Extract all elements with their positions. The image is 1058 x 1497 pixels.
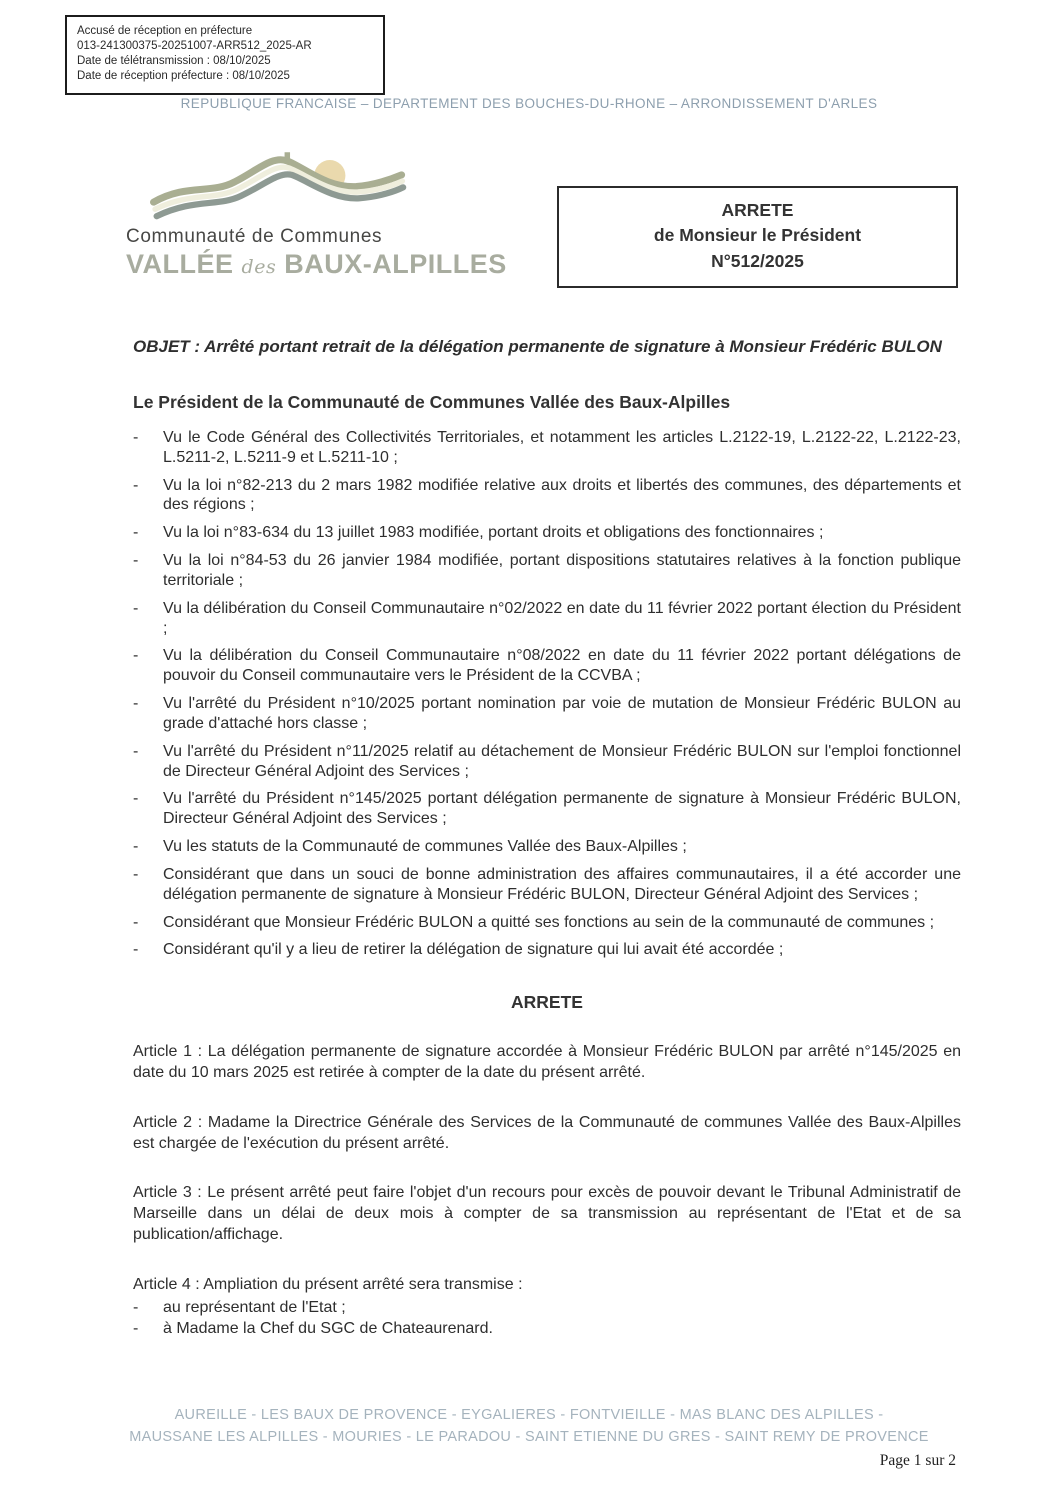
recital-text: Vu le Code Général des Collectivités Territoriales, et notamment les articles L.2122-19, L.2122-22, L.2122-23, L.5211-2, L.5211-9 et L.5211-10 ;	[163, 428, 961, 466]
dash-marker: -	[133, 647, 139, 665]
dash-marker: -	[133, 476, 139, 494]
recital-item	[133, 789, 961, 829]
arrete-box-number: N°512/2025	[711, 250, 804, 271]
logo-org-name: Communauté de Communes	[126, 226, 383, 247]
logo-baux-alpilles: BAUX-ALPILLES	[284, 249, 507, 279]
recital-item	[133, 940, 961, 960]
recital-text: Vu la loi n°83-634 du 13 juillet 1983 modifiée, portant droits et obligations des fonctionnaires ;	[163, 524, 824, 542]
arrete-box-title: ARRETE	[721, 200, 794, 220]
recital-text: Considérant qu'il y a lieu de retirer la délégation de signature qui lui avait été accordée ;	[163, 941, 784, 959]
recital-text: Vu l'arrêté du Président n°11/2025 relatif au détachement de Monsieur Frédéric BULON sur l'emploi fonctionnel de Directeur Général Adjoint des Services ;	[163, 742, 961, 780]
dash-marker: -	[133, 941, 139, 959]
article-3-label: Article 3 :	[133, 1184, 208, 1202]
stamp-line-2: 013-241300375-20251007-ARR512_2025-AR	[77, 39, 312, 52]
page-number: Page 1 sur 2	[879, 1452, 956, 1469]
stamp-line-1: Accusé de réception en préfecture	[77, 25, 253, 37]
logo-des: des	[241, 256, 277, 278]
recital-text: Vu la délibération du Conseil Communautaire n°08/2022 en date du 11 février 2022 portant délégations de pouvoir du Conseil communautaire vers le Président de la CCVBA ;	[163, 647, 961, 685]
article-1	[133, 1042, 961, 1084]
stamp-line-4: Date de réception préfecture : 08/10/2025	[77, 69, 290, 82]
dash-marker: -	[133, 1298, 139, 1316]
recital-item	[133, 694, 961, 734]
article-3-text: Le présent arrêté peut faire l'objet d'un recours pour excès de pouvoir devant le Tribunal Administratif de Marseille dans un délai de deux mois à compter de sa transmission au représentant de l'Etat et de sa publication/affichage.	[133, 1184, 962, 1243]
prefecture-stamp	[65, 15, 385, 95]
recital-item	[133, 551, 961, 591]
article-1-label: Article 1 :	[133, 1043, 208, 1061]
arrete-number-box	[557, 186, 958, 288]
dash-marker: -	[133, 599, 139, 617]
dash-marker: -	[133, 865, 139, 883]
ampliation-item	[133, 1319, 961, 1339]
dash-marker: -	[133, 913, 139, 931]
dash-marker: -	[133, 790, 139, 808]
recital-item	[133, 428, 961, 468]
recital-text: Vu l'arrêté du Président n°10/2025 portant nomination par voie de mutation de Monsieur Frédéric BULON au grade d'attaché hors classe ;	[163, 695, 961, 732]
recital-text: Vu l'arrêté du Président n°145/2025 portant délégation permanente de signature à Monsieur Frédéric BULON, Directeur Général Adjoint des Services ;	[163, 790, 961, 828]
recital-item	[133, 865, 961, 905]
logo-vallee: VALLÉE	[126, 249, 234, 279]
recital-item	[133, 523, 961, 543]
recital-item	[133, 476, 961, 516]
article-4	[133, 1275, 961, 1296]
recital-text: Vu la délibération du Conseil Communautaire n°02/2022 en date du 11 février 2022 portant élection du Président ;	[163, 599, 961, 637]
recitals-list	[133, 428, 961, 960]
recital-text: Vu la loi n°82-213 du 2 mars 1982 modifiée relative aux droits et libertés des communes, des départements et des régions ;	[163, 476, 961, 514]
dash-marker: -	[133, 742, 139, 760]
recital-text: Considérant que Monsieur Frédéric BULON a quitté ses fonctions au sein de la communauté de communes ;	[163, 913, 935, 931]
arrete-section-heading: ARRETE	[511, 992, 583, 1013]
dash-marker: -	[133, 428, 139, 446]
logo-org-caps	[126, 249, 507, 280]
document-body	[133, 336, 961, 1341]
recital-item	[133, 646, 961, 686]
article-4-text: Ampliation du présent arrêté sera transmise :	[203, 1275, 523, 1293]
ccvba-logo	[126, 146, 507, 280]
article-4-label: Article 4 :	[133, 1275, 204, 1293]
dash-marker: -	[133, 695, 139, 713]
article-2-label: Article 2 :	[133, 1113, 208, 1131]
ampliation-list	[133, 1298, 961, 1340]
article-2-text: Madame la Directrice Générale des Services de la Communauté de communes Vallée des Baux-Alpilles est chargée de l'exécution du présent arrêté.	[133, 1113, 961, 1152]
ampliation-text: à Madame la Chef du SGC de Chateaurenard.	[163, 1320, 493, 1338]
recital-item	[133, 837, 961, 857]
recital-text: Vu les statuts de la Communauté de communes Vallée des Baux-Alpilles ;	[163, 838, 687, 856]
recital-item	[133, 599, 961, 639]
alpilles-mountains-sun-icon	[126, 146, 426, 224]
footer-line-1: AUREILLE - LES BAUX DE PROVENCE - EYGALIERES - FONTVIEILLE - MAS BLANC DES ALPILLES -	[174, 1407, 884, 1423]
communes-footer	[0, 1405, 1058, 1449]
recital-item	[133, 913, 961, 933]
recital-text: Considérant que dans un souci de bonne administration des affaires communautaires, il a été accorder une délégation permanente de signature à Monsieur Frédéric BULON, Directeur Général Adjoint des Services ;	[163, 865, 961, 903]
recital-text: Vu la loi n°84-53 du 26 janvier 1984 modifiée, portant dispositions statutaires relatives à la fonction publique territoriale ;	[163, 552, 961, 589]
footer-line-2: MAUSSANE LES ALPILLES - MOURIES - LE PARADOU - SAINT ETIENNE DU GRES - SAINT REMY DE PROVENCE	[129, 1428, 929, 1445]
arrete-box-subtitle: de Monsieur le Président	[653, 225, 862, 246]
article-2	[133, 1113, 961, 1155]
ampliation-item	[133, 1298, 961, 1318]
ampliation-text: au représentant de l'Etat ;	[163, 1298, 346, 1316]
dash-marker: -	[133, 524, 139, 542]
dash-marker: -	[133, 1320, 139, 1338]
objet-line: OBJET : Arrêté portant retrait de la délégation permanente de signature à Monsieur Frédéric BULON	[133, 337, 942, 356]
president-heading: Le Président de la Communauté de Communes Vallée des Baux-Alpilles	[133, 391, 731, 412]
republic-header-line: REPUBLIQUE FRANCAISE – DEPARTEMENT DES BOUCHES-DU-RHONE – ARRONDISSEMENT D'ARLES	[180, 96, 878, 111]
recital-item	[133, 742, 961, 782]
article-1-text: La délégation permanente de signature accordée à Monsieur Frédéric BULON par arrêté n°145/2025 en date du 10 mars 2025 est retirée à compter de la date du présent arrêté.	[133, 1043, 961, 1081]
dash-marker: -	[133, 552, 139, 570]
stamp-line-3: Date de télétransmission : 08/10/2025	[77, 54, 271, 67]
article-3	[133, 1183, 961, 1245]
dash-marker: -	[133, 838, 139, 856]
